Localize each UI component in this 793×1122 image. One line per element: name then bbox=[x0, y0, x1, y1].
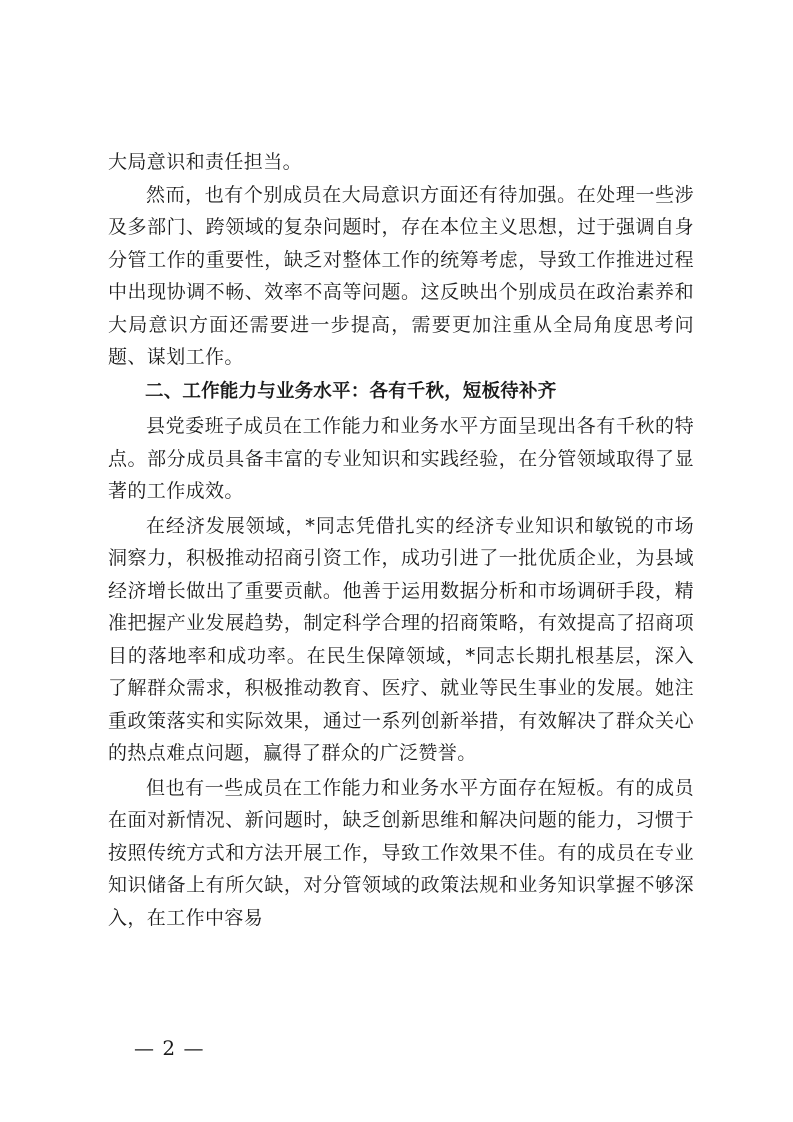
paragraph-ability-shortcomings: 但也有一些成员在工作能力和业务水平方面存在短板。有的成员在面对新情况、新问题时，缺乏创新思维和解决问题的能力，习惯于按照传统方式和方法开展工作，导致工作效果不佳。有的成员在专业知识储备上有所欠缺，对分管领域的政策法规和业务知识掌握不够深入，在工作中容易 bbox=[108, 776, 694, 929]
paragraph-ability-examples: 在经济发展领域，*同志凭借扎实的经济专业知识和敏锐的市场洞察力，积极推动招商引资工作，成功引进了一批优质企业，为县域经济增长做出了重要贡献。他善于运用数据分析和市场调研手段，精准把握产业发展趋势，制定科学合理的招商策略，有效提高了招商项目的落地率和成功率。在民生保障领域，*同志长期扎根基层，深入了解群众需求，积极推动教育、医疗、就业等民生事业的发展。她注重政策落实和实际效果，通过一系列创新举措，有效解决了群众关心的热点难点问题，赢得了群众的广泛赞誉。 bbox=[108, 514, 694, 764]
paragraph-ability-overview: 县党委班子成员在工作能力和业务水平方面呈现出各有千秋的特点。部分成员具备丰富的专业知识和实践经验，在分管领域取得了显著的工作成效。 bbox=[108, 415, 694, 502]
paragraph-continuation: 大局意识和责任担当。 bbox=[108, 151, 303, 173]
document-body bbox=[108, 146, 694, 934]
page-number: — 2 — bbox=[134, 1036, 205, 1060]
section-heading-work-ability: 二、工作能力与业务水平：各有千秋，短板待补齐 bbox=[145, 380, 557, 402]
paragraph-overall-awareness-weakness: 然而，也有个别成员在大局意识方面还有待加强。在处理一些涉及多部门、跨领域的复杂问题时，存在本位主义思想，过于强调自身分管工作的重要性，缺乏对整体工作的统筹考虑，导致工作推进过程中出现协调不畅、效率不高等问题。这反映出个别成员在政治素养和大局意识方面还需要进一步提高，需要更加注重从全局角度思考问题、谋划工作。 bbox=[108, 183, 694, 368]
